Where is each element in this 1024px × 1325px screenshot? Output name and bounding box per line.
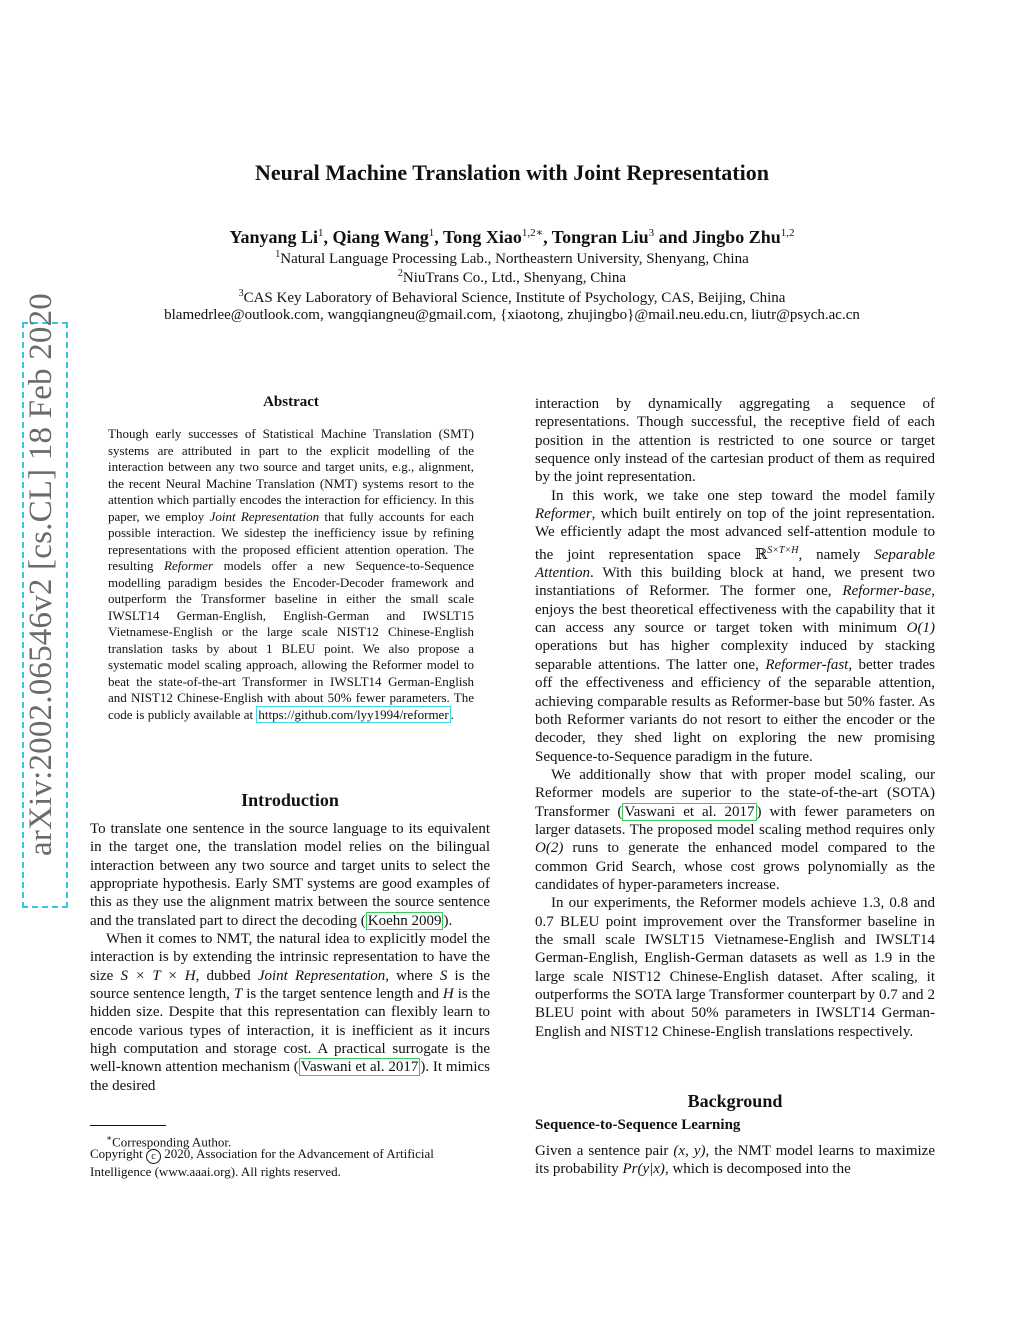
paragraph: interaction by dynamically aggregating a sequence of representations. Though successful, the receptive field of each position in the attention is restricted to one source or target sequence only instead of the cartesian product of them as required by the joint representation. <box>535 396 935 486</box>
author-affil-mark: 1,2∗ <box>521 227 544 239</box>
seq2seq-subheading: Sequence-to-Sequence Learning <box>535 1117 741 1133</box>
affiliation-line: $^3$CAS Key Laboratory of Behavioral Science, Institute of Psychology, CAS, Beijing, China <box>238 288 786 306</box>
right-column-body <box>535 395 935 1041</box>
paragraph: In our experiments, the Reformer models achieve 1.3, 0.8 and 0.7 BLEU point improvement over the Transformer baseline in the small scale IWSLT15 Vietnamese-English and IWSLT14 German-English, English-German datasets as well as 1.9 in the large scale NIST12 Chinese-English dataset. After scaling, it outperforms the SOTA large Transformer counterpart by 0.7 and 2 BLEU point with about 50% parameters in IWSLT14 German-English and NIST12 Chinese-English translations respectively. <box>535 895 935 1040</box>
citation-link[interactable]: Vaswani et al. 2017 <box>624 803 755 820</box>
code-url-link[interactable]: https://github.com/lyy1994/reformer <box>258 706 449 722</box>
author-name: Tongran Liu <box>551 227 649 247</box>
background-heading: Background <box>687 1091 783 1111</box>
arxiv-identifier[interactable]: arXiv:2002.06546v2 [cs.CL] 18 Feb 2020 <box>23 293 59 857</box>
author-name: Tong Xiao <box>442 227 522 247</box>
footnote-rule <box>90 1125 166 1126</box>
author-name: Qiang Wang <box>332 227 429 247</box>
corresponding-author-note: ∗Corresponding Author. <box>106 1133 232 1150</box>
background-body <box>535 1142 935 1179</box>
author-name: Yanyang Li <box>229 227 319 247</box>
paragraph: We additionally show that with proper model scaling, our Reformer models are superior to the state-of-the-art (SOTA) Transformer ( Vaswani et al. 2017 ) with fewer parameters on larger datasets. The proposed model scaling method requires only O(2) runs to generate the enhanced model compared to the common Grid Search, whose cost grows polynomially as the candidates of hyper-parameters increase. <box>535 766 935 893</box>
author-affil-mark: 3 <box>648 227 655 239</box>
author-affil-mark: 1 <box>318 227 324 239</box>
paragraph: Given a sentence pair (x, y), the NMT model learns to maximize its probability Pr(y|x), which is decomposed into the <box>535 1143 935 1178</box>
abstract-heading: Abstract <box>263 394 319 410</box>
introduction-heading: Introduction <box>241 790 339 810</box>
introduction-body <box>90 820 490 1095</box>
citation-link[interactable]: Koehn 2009 <box>367 912 442 929</box>
citation-link[interactable]: Vaswani et al. 2017 <box>300 1059 419 1076</box>
affiliation-line: $^2$NiuTrans Co., Ltd., Shenyang, China <box>397 268 627 286</box>
author-affil-mark: 1 <box>428 227 435 239</box>
abstract-body: Though early successes of Statistical Machine Translation (SMT) systems are attributed in part to the explicit modelling of the interaction between any two source and target units, e.g., alignment, the recent Neural Machine Translation (NMT) systems resort to the attention which partially encodes the interaction for efficiency. In this paper, we employ Joint Representation that fully accounts for each possible interaction. We sidestep the inefficiency issue by refining representations with the proposed efficient attention operation. The resulting Reformer models offer a new Sequence-to-Sequence modelling paradigm besides the Encoder-Decoder framework and outperform the Transformer baseline in either the small scale IWSLT14 German-English, English-German and IWSLT15 Vietnamese-English or the large scale NIST12 Chinese-English translation tasks by about 1 BLEU point. We also propose a systematic model scaling approach, allowing the Reformer model to beat the state-of-the-art Transformer in IWSLT14 German-English and NIST12 Chinese-English with about 50% fewer parameters. The code is publicly available at https://github.com/lyy1994/reformer . <box>108 426 474 722</box>
paragraph: When it comes to NMT, the natural idea to explicitly model the interaction is by extending the intrinsic representation to have the size S × T × H, dubbed Joint Representation, where S is the source sentence length, T is the target sentence length and H is the hidden size. Despite that this representation can flexibly learn to encode various types of interaction, it is inefficient as it incurs high computation and storage cost. A practical surrogate is the well-known attention mechanism ( Vaswani et al. 2017 ). It mimics the desired <box>90 931 490 1094</box>
paragraph: In this work, we take one step toward the model family Reformer, which built entirely on top of the joint representation. We efficiently adapt the most advanced self-attention module to the joint representation space ℝ$^{S\times T\times H}$, namely Separable Attention. With this building block at hand, we present two instantiations of Reformer. The former one, Reformer-base, enjoys the best theoretical effectiveness with the capability that it can access any source or target token with minimum O(1) operations but has higher complexity induced by stacking separable attentions. The latter one, Reformer-fast, better trades off the effectiveness and efficiency of the separable attention, achieving comparable results as Reformer-base but 50% faster. As both Reformer variants do not resort to either the encoder or the decoder, they shed light on exploring the new promising Sequence-to-Sequence paradigm in the future. <box>535 487 935 765</box>
author-emails: blamedrlee@outlook.com, wangqiangneu@gmail.com, {xiaotong, zhujingbo}@mail.neu.edu.cn, liutr@psych.ac.cn <box>164 307 860 323</box>
author-affil-mark: 1,2 <box>780 227 795 239</box>
author-name: Jingbo Zhu <box>692 227 781 247</box>
author-list: Yanyang Li$^1$, Qiang Wang$^1$, Tong Xiao$^{1,2∗}$, Tongran Liu$^3$ and Jingbo Zhu$^{1,2}$ <box>229 227 795 247</box>
affiliation-line: $^1$Natural Language Processing Lab., Northeastern University, Shenyang, China <box>275 249 749 267</box>
copyright-icon: c <box>146 1149 161 1164</box>
paper-title: Neural Machine Translation with Joint Representation <box>255 160 769 185</box>
copyright-note: Copyright c 2020, Association for the Advancement of Artificial Intelligence (www.aaai.org). All rights reserved. <box>90 1146 434 1179</box>
paragraph: To translate one sentence in the source language to its equivalent in the target one, the translation model relies on the bilingual interaction between any two source and target units to select the appropriate hypothesis. Early SMT systems are good examples of this as they use the alignment matrix between the source sentence and the translated part to direct the decoding ( Koehn 2009 ). <box>90 821 490 929</box>
